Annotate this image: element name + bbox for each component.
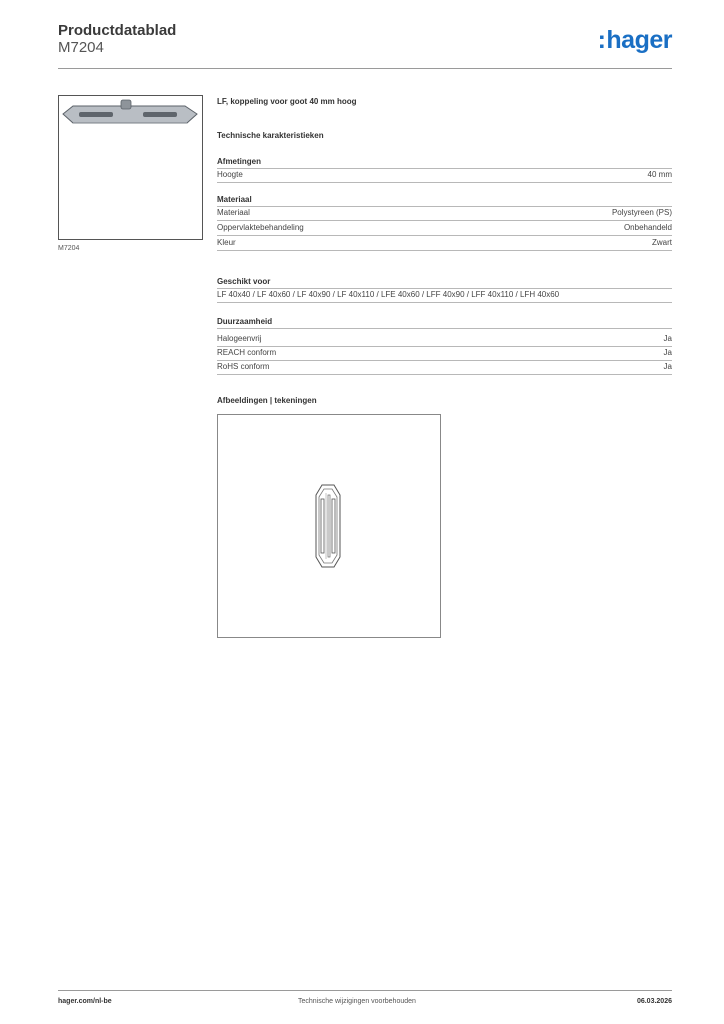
footer-date: 06.03.2026 — [636, 998, 672, 1005]
logo-text: hager — [606, 26, 672, 54]
technical-drawing — [217, 414, 441, 638]
table-row — [217, 206, 672, 221]
afbeeldingen-header: Afbeeldingen | tekeningen — [217, 396, 317, 405]
table-row — [217, 168, 672, 183]
row-label: REACH conform — [217, 348, 277, 357]
product-image — [58, 95, 203, 240]
hager-logo[interactable] — [598, 26, 672, 55]
row-value: Zwart — [652, 238, 672, 247]
coupling-photo — [59, 96, 202, 239]
table-row — [217, 346, 672, 361]
row-value: Onbehandeld — [623, 223, 672, 232]
row-value: 40 mm — [647, 170, 672, 179]
duurzaamheid-header: Duurzaamheid — [217, 317, 672, 329]
row-label: RoHS conform — [217, 362, 270, 371]
table-row — [217, 360, 672, 375]
row-value: Ja — [663, 348, 672, 357]
image-caption: M7204 — [58, 245, 80, 252]
row-label: Halogeenvrij — [217, 334, 262, 343]
section-title: Technische karakteristieken — [217, 131, 324, 140]
row-label: Hoogte — [217, 170, 243, 179]
footer-disclaimer: Technische wijzigingen voorbehouden — [298, 998, 416, 1005]
row-label: Kleur — [217, 238, 236, 247]
row-value: Ja — [663, 334, 672, 343]
product-code: M7204 — [58, 39, 104, 56]
table-row — [217, 332, 672, 347]
afmetingen-header: Afmetingen — [217, 157, 672, 169]
coupling-drawing — [218, 415, 440, 637]
header-divider — [58, 68, 672, 69]
row-label: Materiaal — [217, 208, 250, 217]
page-title: Productdatablad — [58, 22, 177, 39]
table-row — [217, 236, 672, 251]
table-row — [217, 221, 672, 236]
row-label: Oppervlaktebehandeling — [217, 223, 304, 232]
row-value: Ja — [663, 362, 672, 371]
geschikt-header: Geschikt voor — [217, 277, 672, 289]
compatible-list: LF 40x40 / LF 40x60 / LF 40x90 / LF 40x110 / LFE 40x60 / LFF 40x90 / LFF 40x110 / LFH 40x60 — [217, 290, 560, 299]
footer-website-link[interactable]: hager.com/nl-be — [58, 998, 112, 1005]
row-value: Polystyreen (PS) — [611, 208, 672, 217]
materiaal-header: Materiaal — [217, 195, 672, 207]
product-description: LF, koppeling voor goot 40 mm hoog — [217, 97, 357, 106]
logo-colon: : — [597, 26, 606, 54]
table-row — [217, 288, 672, 303]
footer-divider — [58, 990, 672, 991]
